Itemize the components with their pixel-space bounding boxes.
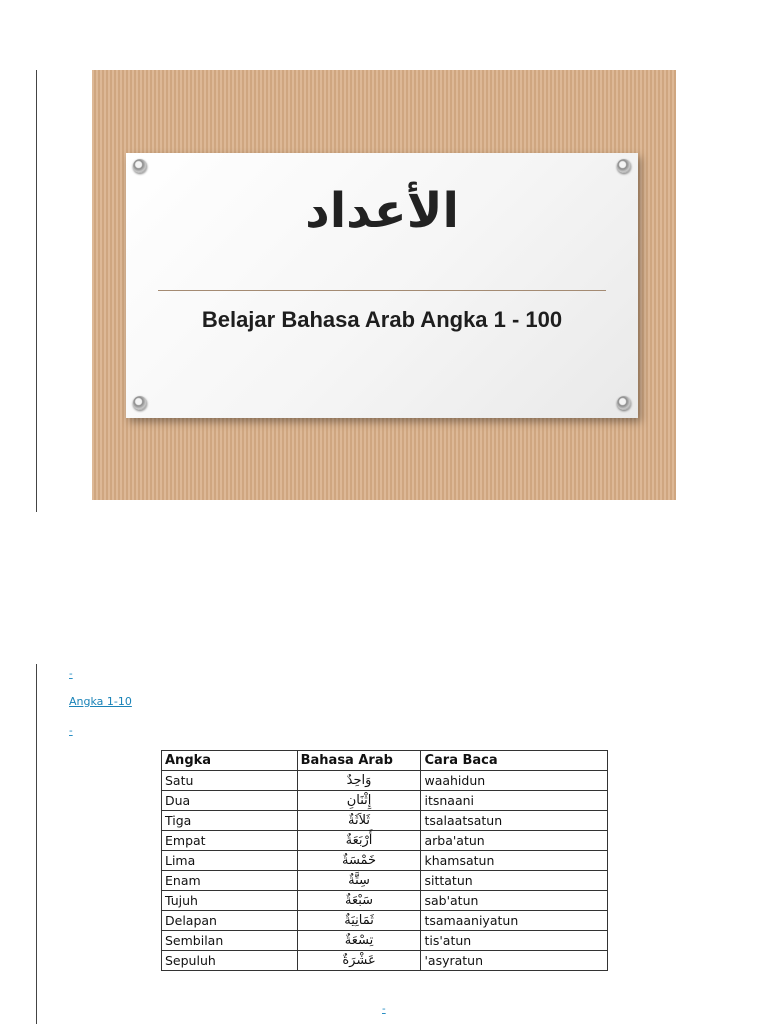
cell-baca: tis'atun	[421, 931, 608, 951]
board-divider	[158, 290, 606, 291]
cell-baca: waahidun	[421, 771, 608, 791]
cell-baca: sab'atun	[421, 891, 608, 911]
table-row	[162, 891, 608, 911]
table-row	[162, 931, 608, 951]
cell-baca: tsalaatsatun	[421, 811, 608, 831]
left-margin-rule-top	[36, 70, 37, 512]
header-bahasa-arab: Bahasa Arab	[297, 751, 421, 771]
cell-arab: سِتَّةٌ	[297, 871, 421, 891]
table-row	[162, 911, 608, 931]
cell-angka: Lima	[162, 851, 298, 871]
cell-baca: itsnaani	[421, 791, 608, 811]
table-row	[162, 851, 608, 871]
table-header-row	[162, 751, 608, 771]
cell-arab: تِسْعَةٌ	[297, 931, 421, 951]
arabic-title: الأعداد	[305, 183, 459, 239]
cell-angka: Tiga	[162, 811, 298, 831]
marker-link-mid[interactable]: -	[69, 725, 73, 737]
cell-angka: Enam	[162, 871, 298, 891]
screw-icon	[133, 159, 147, 173]
table-row	[162, 771, 608, 791]
cell-baca: sittatun	[421, 871, 608, 891]
section-link-angka-1-10[interactable]: Angka 1-10	[69, 695, 132, 708]
table-row	[162, 811, 608, 831]
cell-arab: ثَمَانِيَةٌ	[297, 911, 421, 931]
header-cara-baca: Cara Baca	[421, 751, 608, 771]
cover-image	[92, 70, 676, 500]
screw-icon	[617, 159, 631, 173]
table-row	[162, 871, 608, 891]
cell-angka: Empat	[162, 831, 298, 851]
cover-subtitle: Belajar Bahasa Arab Angka 1 - 100	[201, 307, 563, 332]
table-row	[162, 951, 608, 971]
cell-angka: Dua	[162, 791, 298, 811]
marker-link-top[interactable]: -	[69, 668, 73, 680]
cell-arab: عَشْرَةٌ	[297, 951, 421, 971]
cell-angka: Satu	[162, 771, 298, 791]
cell-arab: إِثْنَانِ	[297, 791, 421, 811]
marker-link-bottom[interactable]: -	[382, 1003, 386, 1015]
cell-baca: arba'atun	[421, 831, 608, 851]
cell-angka: Sembilan	[162, 931, 298, 951]
cell-arab: خَمْسَةٌ	[297, 851, 421, 871]
screw-icon	[617, 396, 631, 410]
cell-baca: tsamaaniyatun	[421, 911, 608, 931]
sign-board	[126, 153, 638, 418]
numbers-table	[161, 750, 608, 971]
cell-angka: Tujuh	[162, 891, 298, 911]
cell-baca: khamsatun	[421, 851, 608, 871]
screw-icon	[133, 396, 147, 410]
cell-baca: 'asyratun	[421, 951, 608, 971]
table-row	[162, 831, 608, 851]
left-margin-rule-bottom	[36, 664, 37, 1024]
header-angka: Angka	[162, 751, 298, 771]
cell-arab: سَبْعَةٌ	[297, 891, 421, 911]
cell-arab: وَاحِدٌ	[297, 771, 421, 791]
cell-arab: ثَلاَثَةٌ	[297, 811, 421, 831]
cell-angka: Delapan	[162, 911, 298, 931]
cell-arab: أَرْبَعَةٌ	[297, 831, 421, 851]
cell-angka: Sepuluh	[162, 951, 298, 971]
table-row	[162, 791, 608, 811]
